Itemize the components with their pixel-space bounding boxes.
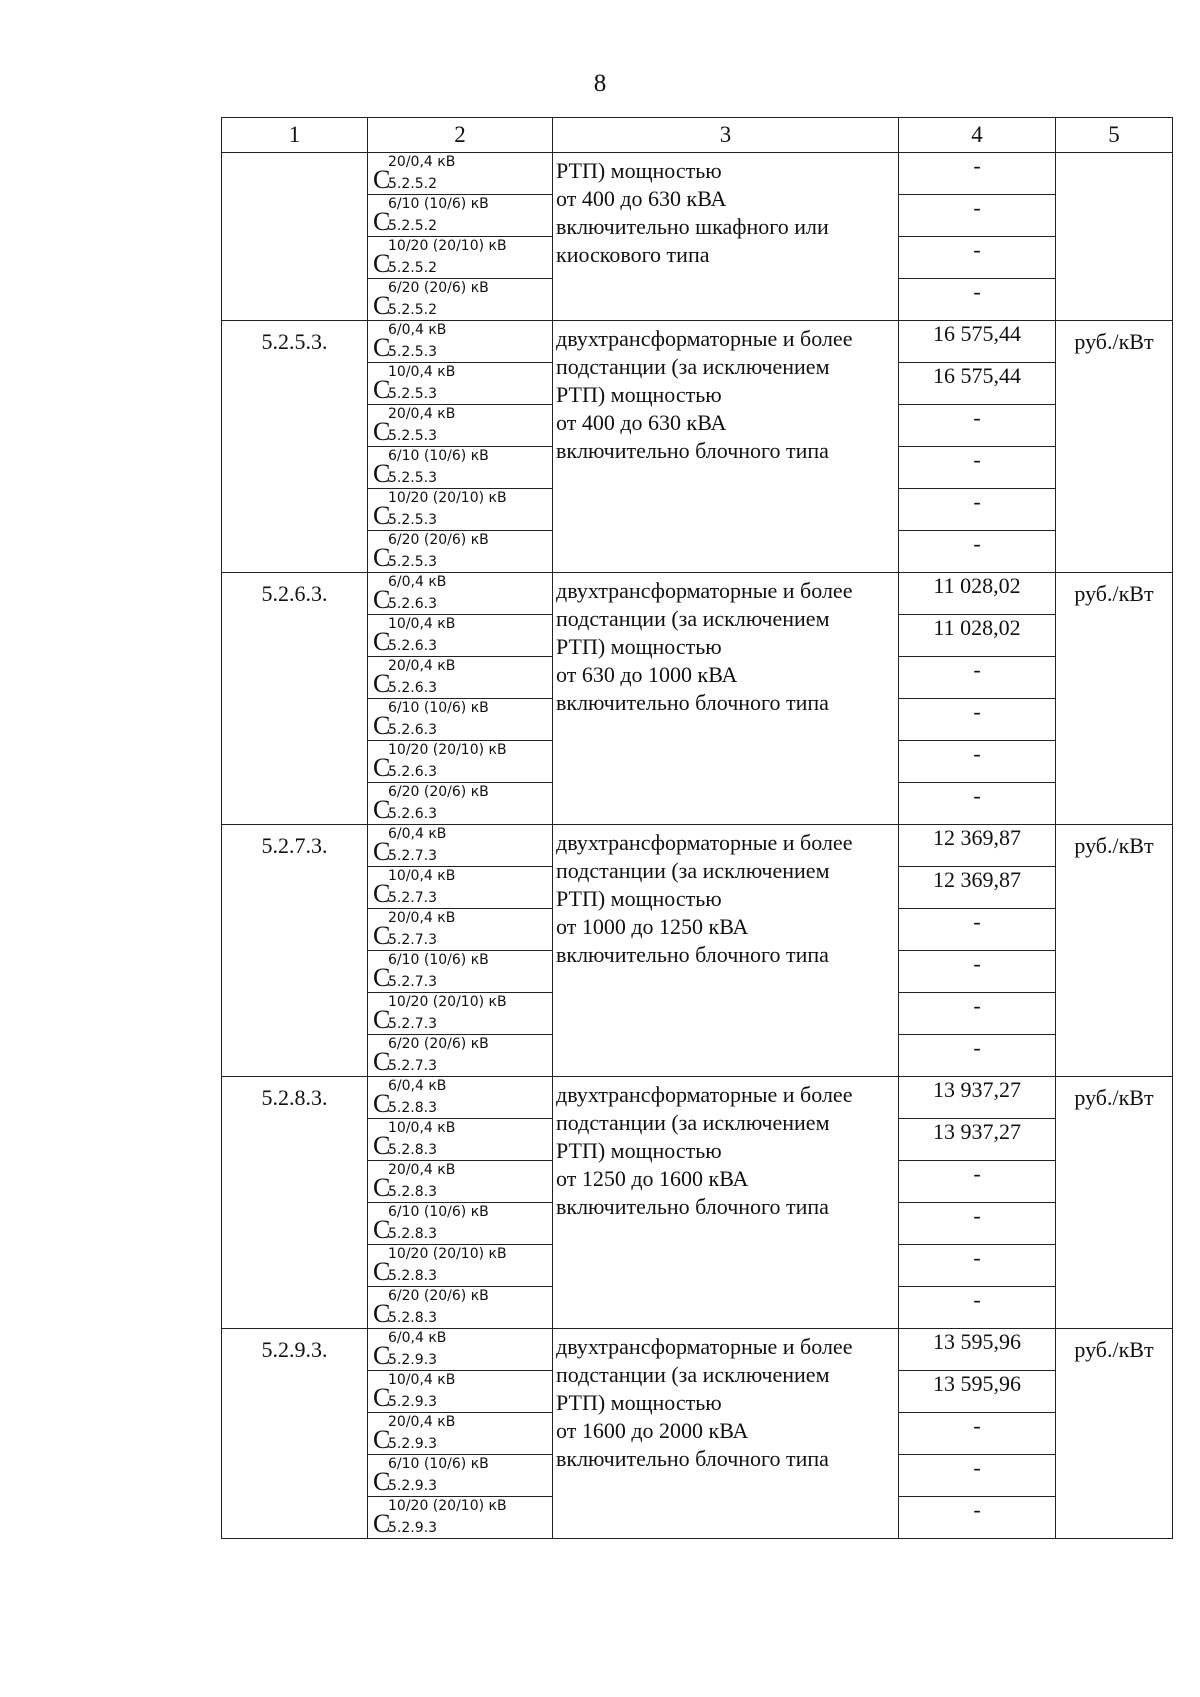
rate-symbol <box>368 1455 553 1497</box>
rate-index: 5.2.9.3 <box>388 1394 437 1410</box>
rate-index: 5.2.5.2 <box>388 260 437 276</box>
rate-value: 13 595,96 <box>899 1329 1056 1371</box>
rate-value: - <box>899 657 1056 699</box>
item-code: 5.2.6.3. <box>222 573 368 825</box>
page-number: 8 <box>593 70 607 97</box>
rate-index: 5.2.6.3 <box>388 764 437 780</box>
rate-symbol <box>368 279 553 321</box>
rate-symbol <box>368 909 553 951</box>
rate-index: 5.2.6.3 <box>388 806 437 822</box>
rate-index: 5.2.9.3 <box>388 1478 437 1494</box>
rate-symbol <box>368 1287 553 1329</box>
voltage-class: 6/20 (20/6) кВ <box>388 784 489 800</box>
rate-symbol <box>368 657 553 699</box>
rate-letter: C <box>373 669 391 698</box>
rate-letter: C <box>373 879 391 908</box>
rate-index: 5.2.5.3 <box>388 428 437 444</box>
rate-index: 5.2.7.3 <box>388 1058 437 1074</box>
item-code: 5.2.5.3. <box>222 321 368 573</box>
rate-index: 5.2.5.2 <box>388 302 437 318</box>
rate-value: - <box>899 153 1056 195</box>
rate-value: - <box>899 405 1056 447</box>
header-col-1: 1 <box>222 118 368 153</box>
rate-index: 5.2.8.3 <box>388 1184 437 1200</box>
rate-index: 5.2.7.3 <box>388 932 437 948</box>
voltage-class: 10/20 (20/10) кВ <box>388 994 507 1010</box>
table-row <box>222 573 1173 615</box>
voltage-class: 10/20 (20/10) кВ <box>388 742 507 758</box>
rate-index: 5.2.6.3 <box>388 638 437 654</box>
voltage-class: 10/20 (20/10) кВ <box>388 238 507 254</box>
item-code: 5.2.8.3. <box>222 1077 368 1329</box>
rate-symbol <box>368 531 553 573</box>
rate-letter: C <box>373 333 391 362</box>
rate-symbol <box>368 615 553 657</box>
rate-letter: C <box>373 207 391 236</box>
rate-symbol <box>368 1161 553 1203</box>
rate-letter: C <box>373 1341 391 1370</box>
rate-value: - <box>899 279 1056 321</box>
voltage-class: 10/0,4 кВ <box>388 1120 456 1136</box>
rate-symbol <box>368 1413 553 1455</box>
rate-letter: C <box>373 543 391 572</box>
tariff-table-body <box>222 118 1173 1539</box>
rate-value: - <box>899 951 1056 993</box>
voltage-class: 20/0,4 кВ <box>388 154 456 170</box>
rate-value: - <box>899 1413 1056 1455</box>
rate-index: 5.2.7.3 <box>388 1016 437 1032</box>
rate-unit: руб./кВт <box>1056 825 1173 1077</box>
rate-letter: C <box>373 249 391 278</box>
rate-letter: C <box>373 1257 391 1286</box>
table-row <box>222 1329 1173 1371</box>
rate-letter: C <box>373 963 391 992</box>
header-col-3: 3 <box>553 118 899 153</box>
table-row <box>222 153 1173 195</box>
rate-unit <box>1056 153 1173 321</box>
rate-value: - <box>899 993 1056 1035</box>
voltage-class: 6/0,4 кВ <box>388 322 447 338</box>
item-description: двухтрансформаторные и более подстанции (за исключением РТП) мощностью от 1000 до 1250 кВА включительно блочного типа <box>553 825 899 1077</box>
rate-index: 5.2.8.3 <box>388 1100 437 1116</box>
item-description: двухтрансформаторные и более подстанции (за исключением РТП) мощностью от 400 до 630 кВА включительно блочного типа <box>553 321 899 573</box>
rate-letter: C <box>373 1047 391 1076</box>
rate-index: 5.2.8.3 <box>388 1142 437 1158</box>
rate-value: 13 595,96 <box>899 1371 1056 1413</box>
rate-index: 5.2.6.3 <box>388 722 437 738</box>
rate-symbol <box>368 405 553 447</box>
rate-value: - <box>899 1245 1056 1287</box>
header-col-5: 5 <box>1056 118 1173 153</box>
voltage-class: 6/10 (10/6) кВ <box>388 448 489 464</box>
rate-value: - <box>899 741 1056 783</box>
rate-index: 5.2.6.3 <box>388 680 437 696</box>
rate-index: 5.2.7.3 <box>388 890 437 906</box>
rate-unit: руб./кВт <box>1056 1077 1173 1329</box>
rate-letter: C <box>373 291 391 320</box>
rate-letter: C <box>373 1467 391 1496</box>
rate-value: 12 369,87 <box>899 867 1056 909</box>
voltage-class: 10/20 (20/10) кВ <box>388 1498 507 1514</box>
rate-symbol <box>368 1035 553 1077</box>
rate-symbol <box>368 741 553 783</box>
voltage-class: 6/10 (10/6) кВ <box>388 196 489 212</box>
rate-letter: C <box>373 711 391 740</box>
rate-letter: C <box>373 1131 391 1160</box>
rate-index: 5.2.9.3 <box>388 1352 437 1368</box>
rate-letter: C <box>373 627 391 656</box>
rate-letter: C <box>373 1173 391 1202</box>
table-row <box>222 825 1173 867</box>
rate-letter: C <box>373 753 391 782</box>
rate-symbol <box>368 153 553 195</box>
voltage-class: 6/10 (10/6) кВ <box>388 952 489 968</box>
voltage-class: 6/20 (20/6) кВ <box>388 1036 489 1052</box>
rate-symbol <box>368 1371 553 1413</box>
rate-letter: C <box>373 1089 391 1118</box>
rate-index: 5.2.6.3 <box>388 596 437 612</box>
voltage-class: 6/0,4 кВ <box>388 1330 447 1346</box>
rate-letter: C <box>373 501 391 530</box>
rate-letter: C <box>373 1215 391 1244</box>
rate-index: 5.2.8.3 <box>388 1268 437 1284</box>
rate-index: 5.2.9.3 <box>388 1436 437 1452</box>
rate-index: 5.2.5.2 <box>388 218 437 234</box>
rate-value: - <box>899 1035 1056 1077</box>
table-row <box>222 1077 1173 1119</box>
rate-letter: C <box>373 165 391 194</box>
rate-value: 12 369,87 <box>899 825 1056 867</box>
rate-value: - <box>899 1161 1056 1203</box>
voltage-class: 10/20 (20/10) кВ <box>388 490 507 506</box>
rate-value: - <box>899 1287 1056 1329</box>
rate-letter: C <box>373 1299 391 1328</box>
rate-index: 5.2.8.3 <box>388 1226 437 1242</box>
item-description: двухтрансформаторные и более подстанции (за исключением РТП) мощностью от 630 до 1000 кВА включительно блочного типа <box>553 573 899 825</box>
item-code: 5.2.7.3. <box>222 825 368 1077</box>
voltage-class: 10/0,4 кВ <box>388 616 456 632</box>
rate-index: 5.2.9.3 <box>388 1520 437 1536</box>
rate-letter: C <box>373 417 391 446</box>
rate-index: 5.2.5.2 <box>388 176 437 192</box>
voltage-class: 20/0,4 кВ <box>388 406 456 422</box>
rate-letter: C <box>373 375 391 404</box>
rate-letter: C <box>373 1509 391 1538</box>
rate-value: 13 937,27 <box>899 1077 1056 1119</box>
table-row <box>222 321 1173 363</box>
rate-symbol <box>368 195 553 237</box>
rate-index: 5.2.5.3 <box>388 554 437 570</box>
rate-symbol <box>368 237 553 279</box>
rate-value: - <box>899 1497 1056 1539</box>
rate-value: - <box>899 1203 1056 1245</box>
voltage-class: 6/20 (20/6) кВ <box>388 1288 489 1304</box>
rate-value: - <box>899 195 1056 237</box>
voltage-class: 10/0,4 кВ <box>388 364 456 380</box>
voltage-class: 6/10 (10/6) кВ <box>388 700 489 716</box>
rate-value: 11 028,02 <box>899 573 1056 615</box>
voltage-class: 20/0,4 кВ <box>388 1162 456 1178</box>
rate-value: - <box>899 531 1056 573</box>
rate-symbol <box>368 699 553 741</box>
rate-value: - <box>899 447 1056 489</box>
rate-symbol <box>368 1203 553 1245</box>
rate-symbol <box>368 1119 553 1161</box>
header-row <box>222 118 1173 153</box>
rate-symbol <box>368 1077 553 1119</box>
rate-index: 5.2.5.3 <box>388 512 437 528</box>
rate-index: 5.2.7.3 <box>388 848 437 864</box>
rate-unit: руб./кВт <box>1056 321 1173 573</box>
voltage-class: 20/0,4 кВ <box>388 658 456 674</box>
rate-letter: C <box>373 795 391 824</box>
voltage-class: 6/10 (10/6) кВ <box>388 1204 489 1220</box>
voltage-class: 6/0,4 кВ <box>388 1078 447 1094</box>
rate-value: - <box>899 909 1056 951</box>
rate-symbol <box>368 363 553 405</box>
rate-letter: C <box>373 585 391 614</box>
voltage-class: 10/0,4 кВ <box>388 868 456 884</box>
rate-symbol <box>368 783 553 825</box>
rate-symbol <box>368 867 553 909</box>
item-description: двухтрансформаторные и более подстанции (за исключением РТП) мощностью от 1250 до 1600 кВА включительно блочного типа <box>553 1077 899 1329</box>
rate-value: - <box>899 1455 1056 1497</box>
rate-value: 16 575,44 <box>899 363 1056 405</box>
rate-symbol <box>368 489 553 531</box>
item-description: двухтрансформаторные и более подстанции (за исключением РТП) мощностью от 1600 до 2000 кВА включительно блочного типа <box>553 1329 899 1539</box>
rate-index: 5.2.5.3 <box>388 470 437 486</box>
voltage-class: 6/10 (10/6) кВ <box>388 1456 489 1472</box>
rate-unit: руб./кВт <box>1056 1329 1173 1539</box>
voltage-class: 10/0,4 кВ <box>388 1372 456 1388</box>
item-code <box>222 153 368 321</box>
voltage-class: 6/0,4 кВ <box>388 826 447 842</box>
voltage-class: 20/0,4 кВ <box>388 1414 456 1430</box>
rate-symbol <box>368 1329 553 1371</box>
rate-symbol <box>368 993 553 1035</box>
item-description: РТП) мощностью от 400 до 630 кВА включительно шкафного или киоскового типа <box>553 153 899 321</box>
header-col-4: 4 <box>899 118 1056 153</box>
rate-letter: C <box>373 1425 391 1454</box>
tariff-table <box>221 117 1173 1539</box>
rate-index: 5.2.5.3 <box>388 344 437 360</box>
rate-symbol <box>368 951 553 993</box>
rate-symbol <box>368 1245 553 1287</box>
rate-symbol <box>368 447 553 489</box>
rate-unit: руб./кВт <box>1056 573 1173 825</box>
rate-letter: C <box>373 837 391 866</box>
rate-symbol <box>368 1497 553 1539</box>
rate-index: 5.2.7.3 <box>388 974 437 990</box>
voltage-class: 6/0,4 кВ <box>388 574 447 590</box>
rate-symbol <box>368 321 553 363</box>
rate-letter: C <box>373 1005 391 1034</box>
item-code: 5.2.9.3. <box>222 1329 368 1539</box>
voltage-class: 6/20 (20/6) кВ <box>388 280 489 296</box>
rate-value: - <box>899 783 1056 825</box>
rate-letter: C <box>373 1383 391 1412</box>
voltage-class: 10/20 (20/10) кВ <box>388 1246 507 1262</box>
header-col-2: 2 <box>368 118 553 153</box>
rate-value: - <box>899 237 1056 279</box>
voltage-class: 6/20 (20/6) кВ <box>388 532 489 548</box>
rate-value: - <box>899 699 1056 741</box>
rate-value: 13 937,27 <box>899 1119 1056 1161</box>
rate-letter: C <box>373 921 391 950</box>
rate-index: 5.2.5.3 <box>388 386 437 402</box>
rate-value: - <box>899 489 1056 531</box>
rate-value: 16 575,44 <box>899 321 1056 363</box>
rate-symbol <box>368 825 553 867</box>
rate-symbol <box>368 573 553 615</box>
rate-value: 11 028,02 <box>899 615 1056 657</box>
rate-letter: C <box>373 459 391 488</box>
rate-index: 5.2.8.3 <box>388 1310 437 1326</box>
voltage-class: 20/0,4 кВ <box>388 910 456 926</box>
